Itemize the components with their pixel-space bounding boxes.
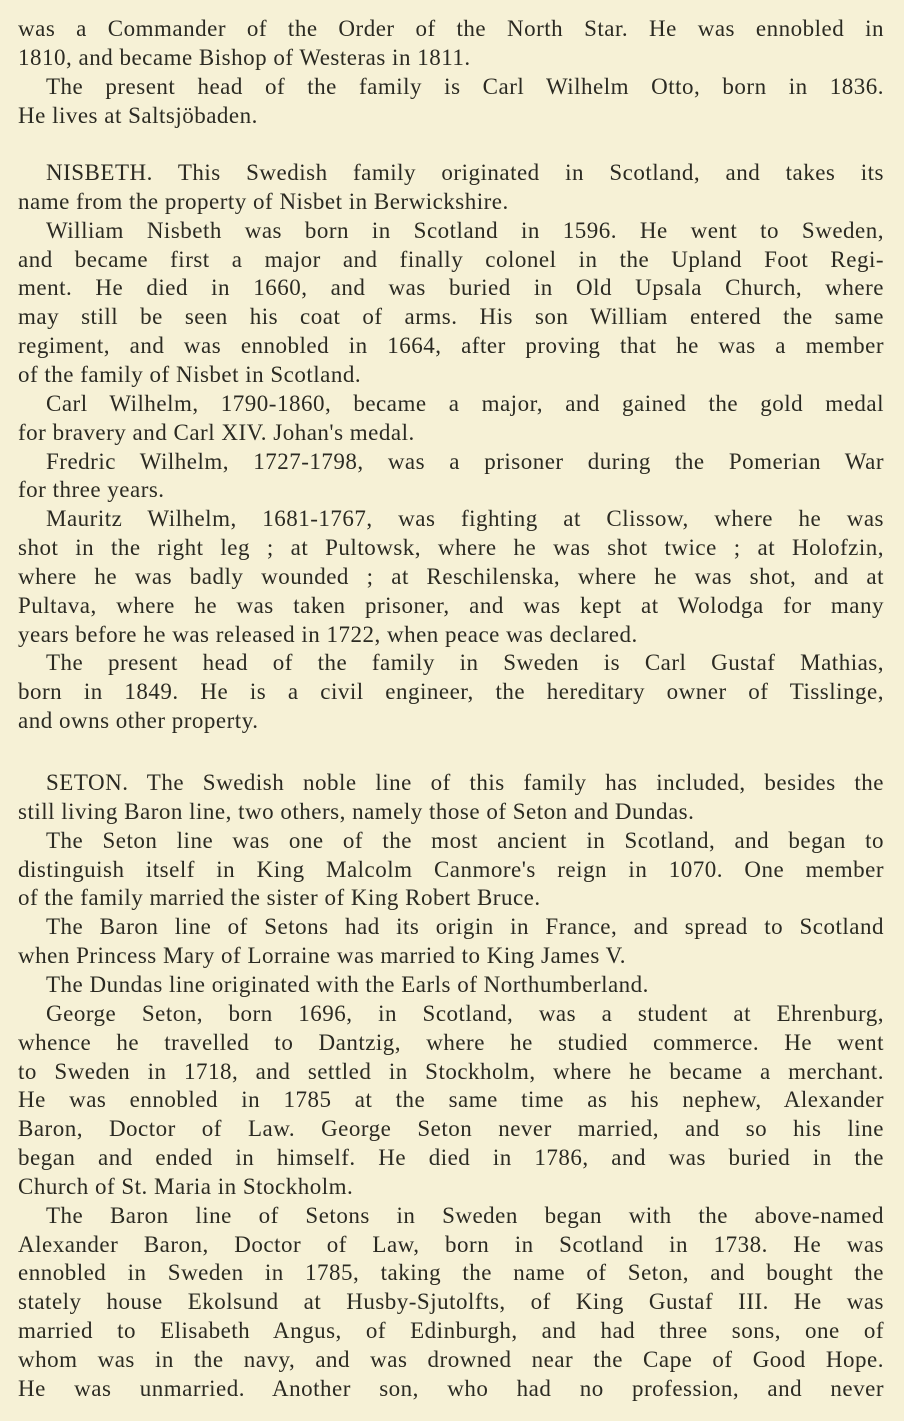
text-line: shot in the right leg ; at Pultowsk, where he was shot twice ; at Holofzin, (18, 535, 884, 561)
text-line: Carl Wilhelm, 1790-1860, became a major, and gained the gold medal (46, 390, 884, 416)
text-line: The Baron line of Setons had its origin in France, and spread to Scotland (46, 914, 884, 940)
text-line: George Seton, born 1696, in Scotland, was a student at Ehrenburg, (46, 1000, 884, 1026)
text-line: He was ennobled in 1785 at the same time as his nephew, Alexander (18, 1087, 884, 1113)
text-line: years before he was released in 1722, when peace was declared. (18, 621, 638, 647)
text-line: The Baron line of Setons in Sweden began with the above-named (46, 1202, 884, 1228)
text-line: ennobled in Sweden in 1785, taking the name of Seton, and bought the (18, 1260, 884, 1286)
text-line: may still be seen his coat of arms. His son William entered the same (18, 304, 884, 330)
text-line: The Seton line was one of the most ancient in Scotland, and began to (46, 827, 884, 853)
text-line: Fredric Wilhelm, 1727-1798, was a prisoner during the Pomerian War (46, 448, 884, 474)
text-line: was a Commander of the Order of the North Star. He was ennobled in (18, 16, 884, 41)
text-line: of the family married the sister of King Robert Bruce. (18, 885, 541, 911)
text-line: The present head of the family is Carl Wilhelm Otto, born in 1836. (46, 73, 884, 99)
text-line: for three years. (18, 477, 165, 503)
text-line: distinguish itself in King Malcolm Canmore's reign in 1070. One member (18, 856, 884, 882)
text-line: He lives at Saltsjöbaden. (18, 102, 258, 128)
text-line: Alexander Baron, Doctor of Law, born in Scotland in 1738. He was (18, 1231, 884, 1257)
text-line: for bravery and Carl XIV. Johan's medal. (18, 419, 415, 445)
text-line: He was unmarried. Another son, who had no profession, and never (18, 1375, 884, 1401)
text-line: The present head of the family in Sweden is Carl Gustaf Mathias, (46, 650, 884, 676)
text-line: to Sweden in 1718, and settled in Stockholm, where he became a merchant. (18, 1058, 884, 1084)
text-line: name from the property of Nisbet in Berwickshire. (18, 188, 509, 214)
text-line: born in 1849. He is a civil engineer, the hereditary owner of Tisslinge, (18, 679, 884, 705)
text-line: and owns other property. (18, 708, 259, 734)
text-line: of the family of Nisbet in Scotland. (18, 361, 362, 387)
text-line: The Dundas line originated with the Earls of Northumberland. (46, 971, 649, 997)
text-line: SETON. The Swedish noble line of this family has included, besides the (46, 770, 884, 795)
text-line: and became first a major and finally colonel in the Upland Foot Regi- (18, 246, 884, 272)
text-line: Mauritz Wilhelm, 1681-1767, was fighting at Clissow, where he was (46, 506, 884, 532)
text-line: where he was badly wounded ; at Reschilenska, where he was shot, and at (18, 563, 884, 589)
text-line: William Nisbeth was born in Scotland in 1596. He went to Sweden, (46, 217, 884, 243)
text-line: began and ended in himself. He died in 1786, and was buried in the (18, 1145, 884, 1171)
text-line: 1810, and became Bishop of Westeras in 1811. (18, 44, 471, 70)
text-line: NISBETH. This Swedish family originated in Scotland, and takes its (46, 160, 884, 185)
text-line: when Princess Mary of Lorraine was married to King James V. (18, 943, 626, 969)
text-line: still living Baron line, two others, namely those of Seton and Dundas. (18, 798, 695, 824)
text-line: stately house Ekolsund at Husby-Sjutolfts, of King Gustaf III. He was (18, 1289, 884, 1315)
text-line: Pultava, where he was taken prisoner, and was kept at Wolodga for many (18, 592, 884, 618)
text-line: regiment, and was ennobled in 1664, after proving that he was a member (18, 333, 884, 359)
text-line: Church of St. Maria in Stockholm. (18, 1173, 354, 1199)
text-line: whence he travelled to Dantzig, where he studied commerce. He went (18, 1029, 884, 1055)
text-line: ment. He died in 1660, and was buried in Old Upsala Church, where (18, 275, 884, 301)
text-line: whom was in the navy, and was drowned near the Cape of Good Hope. (18, 1347, 884, 1372)
text-line: Baron, Doctor of Law. George Seton never married, and so his line (18, 1116, 884, 1142)
text-line: married to Elisabeth Angus, of Edinburgh, and had three sons, one of (18, 1318, 884, 1344)
